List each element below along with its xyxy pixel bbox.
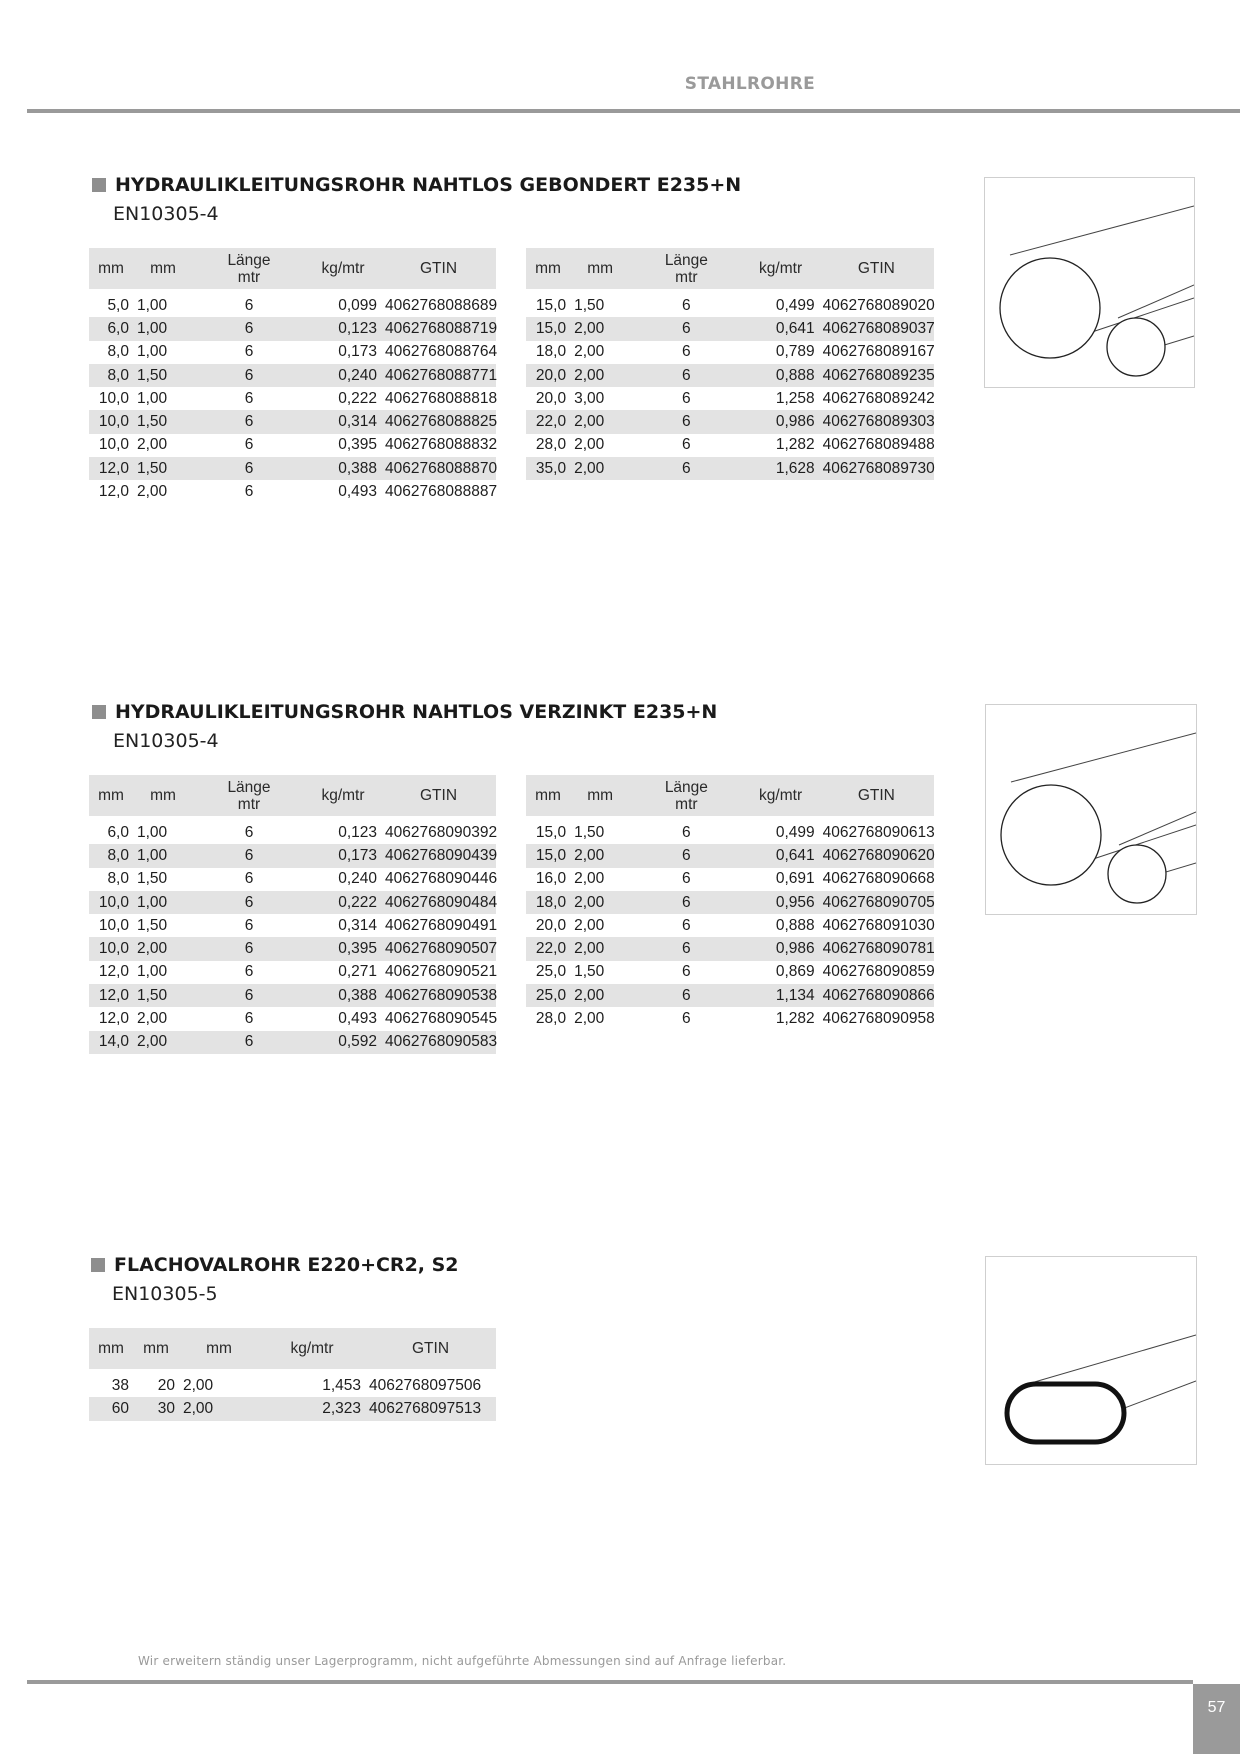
table-cell: 4062768090668 — [822, 870, 935, 888]
table-cell: 4062768090521 — [385, 963, 498, 981]
square-bullet-icon — [91, 1258, 105, 1272]
table-cell: 1,258 — [775, 389, 815, 407]
table-header-row — [89, 1328, 496, 1369]
table-cell: 0,888 — [775, 916, 815, 934]
table-cell: 4062768091030 — [822, 916, 935, 934]
table-cell: 0,222 — [338, 389, 377, 407]
table-row — [89, 961, 496, 984]
table-cell: 30 — [133, 1397, 179, 1420]
table-cell: 0,222 — [305, 891, 381, 914]
column-header: mm — [526, 775, 570, 816]
table-cell: 4062768090613 — [822, 823, 935, 841]
table-row — [526, 341, 934, 364]
table-cell: 4062768097513 — [365, 1397, 496, 1420]
column-header: GTIN — [381, 775, 496, 816]
section-2-table-left — [89, 775, 496, 1054]
table-cell: 0,240 — [338, 870, 377, 888]
table-cell: 4062768088719 — [381, 317, 496, 340]
table-cell: 0,499 — [775, 823, 815, 841]
table-cell: 10,0 — [98, 389, 129, 407]
table-cell: 1,50 — [133, 364, 193, 387]
table-cell: 6 — [193, 891, 305, 914]
page-number: 57 — [1193, 1684, 1240, 1754]
column-header: kg/mtr — [305, 248, 381, 289]
table-header-row — [89, 248, 496, 289]
table-cell: 12,0 — [98, 963, 129, 981]
table-row — [526, 961, 934, 984]
table-row — [89, 1397, 496, 1420]
table-cell: 0,499 — [775, 296, 815, 314]
table-cell: 25,0 — [526, 984, 570, 1007]
section-1-standard: EN10305-4 — [113, 203, 219, 225]
section-2-title-text: HYDRAULIKLEITUNGSROHR NAHTLOS VERZINKT E235+N — [115, 701, 718, 723]
table-cell: 15,0 — [526, 844, 570, 867]
table-cell: 12,0 — [98, 1010, 129, 1028]
table-cell: 4062768090866 — [819, 984, 934, 1007]
column-header: mm — [570, 775, 630, 816]
table-row — [526, 868, 934, 891]
table-cell: 12,0 — [89, 457, 133, 480]
table-cell: 4062768090439 — [381, 844, 496, 867]
section-3-standard: EN10305-5 — [112, 1283, 218, 1305]
table-cell: 6 — [244, 343, 254, 361]
table-cell: 35,0 — [526, 457, 570, 480]
table-cell: 0,789 — [775, 343, 815, 361]
table-row — [526, 914, 934, 937]
table-row — [526, 289, 934, 317]
table-cell: 12,0 — [89, 984, 133, 1007]
round-tube-illustration — [985, 704, 1197, 915]
table-row — [89, 914, 496, 937]
table-cell: 4062768088887 — [385, 483, 498, 501]
table-cell: 4062768097506 — [369, 1376, 482, 1394]
table-cell: 15,0 — [535, 296, 567, 314]
table-cell: 6 — [682, 389, 691, 407]
section-3-title — [91, 1254, 459, 1276]
table-cell: 6 — [682, 296, 691, 314]
table-row — [89, 457, 496, 480]
table-cell: 10,0 — [89, 891, 133, 914]
table-row — [526, 457, 934, 480]
table-cell: 4062768090484 — [381, 891, 496, 914]
table-cell: 4062768089488 — [822, 436, 935, 454]
table-cell: 6 — [682, 963, 691, 981]
table-cell: 6 — [630, 891, 742, 914]
table-cell: 28,0 — [535, 1010, 567, 1028]
table-cell: 2,00 — [570, 364, 630, 387]
square-bullet-icon — [92, 178, 106, 192]
table-cell: 6 — [682, 1010, 691, 1028]
table-cell: 2,00 — [574, 1010, 605, 1028]
table-cell: 18,0 — [535, 343, 567, 361]
column-header: GTIN — [819, 248, 934, 289]
table-cell: 4062768090491 — [385, 916, 498, 934]
table-cell: 38 — [111, 1376, 129, 1394]
table-row — [89, 341, 496, 364]
table-cell: 6 — [244, 963, 254, 981]
table-cell: 0,314 — [338, 916, 377, 934]
table-header-row — [526, 775, 934, 816]
table-cell: 1,00 — [137, 963, 168, 981]
page-header-title: STAHLROHRE — [684, 74, 815, 94]
table-cell: 15,0 — [535, 823, 567, 841]
table-cell: 0,388 — [305, 984, 381, 1007]
table-cell: 0,986 — [743, 410, 819, 433]
table-row — [526, 387, 934, 410]
column-header: GTIN — [381, 248, 496, 289]
table-cell: 0,691 — [775, 870, 815, 888]
table-cell: 0,099 — [338, 296, 377, 314]
column-header: kg/mtr — [259, 1328, 365, 1369]
table-cell: 20,0 — [535, 916, 567, 934]
table-cell: 0,395 — [305, 937, 381, 960]
table-row — [89, 868, 496, 891]
table-cell: 6 — [193, 984, 305, 1007]
table-cell: 20,0 — [535, 389, 567, 407]
table-cell: 0,395 — [338, 436, 377, 454]
table-cell: 2,00 — [570, 937, 630, 960]
table-cell: 1,00 — [137, 389, 168, 407]
table-row — [89, 1369, 496, 1397]
table-cell: 4062768090545 — [385, 1010, 498, 1028]
table-cell: 6 — [630, 844, 742, 867]
table-header-row — [89, 775, 496, 816]
table-cell: 6 — [193, 844, 305, 867]
table-cell: 2,00 — [574, 916, 605, 934]
table-cell: 5,0 — [107, 296, 129, 314]
table-cell: 4062768088825 — [381, 410, 496, 433]
table-cell: 4062768088818 — [385, 389, 498, 407]
table-cell: 4062768088870 — [381, 457, 496, 480]
footer-note: Wir erweitern ständig unser Lagerprogramm, nicht aufgeführte Abmessungen sind auf Anfrage lieferbar. — [138, 1654, 787, 1668]
column-header: mm — [570, 248, 630, 289]
table-cell: 0,271 — [338, 963, 377, 981]
table-cell: 1,50 — [133, 457, 193, 480]
table-cell: 4062768090538 — [381, 984, 496, 1007]
table-cell: 4062768088832 — [385, 436, 498, 454]
column-header: kg/mtr — [743, 775, 819, 816]
table-row — [89, 289, 496, 317]
column-header: mm — [89, 775, 133, 816]
table-cell: 1,282 — [775, 436, 815, 454]
table-cell: 3,00 — [574, 389, 605, 407]
section-1-title — [92, 174, 741, 196]
table-cell: 6 — [244, 916, 254, 934]
table-row — [89, 816, 496, 844]
table-cell: 1,50 — [574, 963, 605, 981]
table-cell: 1,50 — [137, 870, 168, 888]
table-cell: 4062768088689 — [385, 296, 498, 314]
table-cell: 6,0 — [107, 823, 129, 841]
table-cell: 1,50 — [574, 823, 605, 841]
table-cell: 0,641 — [743, 844, 819, 867]
table-cell: 2,323 — [259, 1397, 365, 1420]
table-cell: 2,00 — [137, 436, 168, 454]
table-cell: 1,628 — [743, 457, 819, 480]
table-row — [526, 816, 934, 844]
square-bullet-icon — [92, 705, 106, 719]
table-cell: 8,0 — [107, 870, 129, 888]
table-cell: 22,0 — [526, 937, 570, 960]
section-1-title-text: HYDRAULIKLEITUNGSROHR NAHTLOS GEBONDERT E235+N — [115, 174, 742, 196]
section-3-table — [89, 1328, 496, 1421]
table-cell: 2,00 — [574, 436, 605, 454]
table-cell: 18,0 — [526, 891, 570, 914]
table-row — [526, 1007, 934, 1030]
table-cell: 6 — [682, 916, 691, 934]
section-1-table-left — [89, 248, 496, 504]
table-cell: 12,0 — [98, 483, 129, 501]
column-header: kg/mtr — [743, 248, 819, 289]
table-cell: 4062768089037 — [819, 317, 934, 340]
table-cell: 6 — [682, 870, 691, 888]
column-header: mm — [89, 1328, 133, 1369]
table-cell: 2,00 — [137, 483, 168, 501]
table-cell: 4062768090446 — [385, 870, 498, 888]
table-cell: 1,50 — [137, 916, 168, 934]
table-cell: 1,00 — [137, 296, 168, 314]
table-cell: 0,592 — [305, 1031, 381, 1054]
table-row — [89, 1007, 496, 1030]
table-cell: 6 — [682, 823, 691, 841]
table-cell: 10,0 — [98, 436, 129, 454]
table-row — [526, 410, 934, 433]
table-cell: 4062768090392 — [385, 823, 498, 841]
table-cell: 15,0 — [526, 317, 570, 340]
table-cell: 4062768090583 — [381, 1031, 496, 1054]
table-cell: 20,0 — [526, 364, 570, 387]
table-row — [89, 891, 496, 914]
table-cell: 2,00 — [574, 870, 605, 888]
column-header: mm — [89, 248, 133, 289]
table-row — [526, 844, 934, 867]
table-cell: 6 — [630, 457, 742, 480]
table-cell: 6 — [193, 457, 305, 480]
table-cell: 0,240 — [305, 364, 381, 387]
table-cell: 6 — [630, 317, 742, 340]
table-cell: 28,0 — [535, 436, 567, 454]
table-cell: 4062768089235 — [819, 364, 934, 387]
table-cell: 2,00 — [570, 457, 630, 480]
table-cell: 2,00 — [570, 891, 630, 914]
table-row — [526, 434, 934, 457]
column-header: mm — [133, 248, 193, 289]
table-cell: 0,173 — [338, 343, 377, 361]
table-cell: 8,0 — [89, 844, 133, 867]
table-cell: 2,00 — [137, 1010, 168, 1028]
table-row — [89, 1031, 496, 1054]
table-row — [89, 364, 496, 387]
table-cell: 10,0 — [89, 937, 133, 960]
table-cell: 6 — [193, 364, 305, 387]
table-cell: 0,869 — [775, 963, 815, 981]
column-header: kg/mtr — [305, 775, 381, 816]
table-cell: 2,00 — [570, 984, 630, 1007]
section-2-table-right — [526, 775, 934, 1031]
table-cell: 14,0 — [89, 1031, 133, 1054]
table-cell: 4062768090620 — [819, 844, 934, 867]
table-cell: 2,00 — [179, 1397, 259, 1420]
table-cell: 2,00 — [570, 317, 630, 340]
table-cell: 2,00 — [570, 844, 630, 867]
section-3-title-text: FLACHOVALROHR E220+CR2, S2 — [114, 1254, 459, 1276]
table-row — [526, 891, 934, 914]
table-cell: 20 — [157, 1376, 175, 1394]
table-cell: 1,282 — [775, 1010, 815, 1028]
table-cell: 1,50 — [133, 984, 193, 1007]
column-header: mm — [179, 1328, 259, 1369]
table-cell: 8,0 — [107, 343, 129, 361]
table-row — [89, 317, 496, 340]
table-cell: 6 — [193, 317, 305, 340]
table-cell: 2,00 — [133, 937, 193, 960]
table-cell: 1,453 — [322, 1376, 361, 1394]
section-2-title — [92, 701, 717, 723]
table-cell: 6 — [244, 389, 254, 407]
table-cell: 4062768090781 — [819, 937, 934, 960]
table-cell: 0,956 — [743, 891, 819, 914]
table-cell: 2,00 — [574, 343, 605, 361]
footer-divider — [27, 1680, 1193, 1684]
table-cell: 6 — [244, 870, 254, 888]
table-cell: 1,00 — [133, 891, 193, 914]
table-cell: 25,0 — [535, 963, 567, 981]
table-cell: 0,123 — [305, 317, 381, 340]
table-cell: 4062768089303 — [819, 410, 934, 433]
column-header: Länge mtr — [630, 775, 742, 816]
section-1-table-right — [526, 248, 934, 480]
table-cell: 0,986 — [743, 937, 819, 960]
table-cell: 4062768090705 — [819, 891, 934, 914]
table-cell: 0,314 — [305, 410, 381, 433]
table-cell: 60 — [89, 1397, 133, 1420]
section-2-standard: EN10305-4 — [113, 730, 219, 752]
table-cell: 6,0 — [89, 317, 133, 340]
table-cell: 1,50 — [133, 410, 193, 433]
table-row — [89, 410, 496, 433]
table-cell: 16,0 — [535, 870, 567, 888]
table-cell: 6 — [244, 823, 254, 841]
table-cell: 1,50 — [574, 296, 605, 314]
table-cell: 6 — [630, 937, 742, 960]
table-row — [89, 844, 496, 867]
table-cell: 6 — [630, 410, 742, 433]
column-header: GTIN — [819, 775, 934, 816]
table-cell: 6 — [244, 1010, 254, 1028]
table-cell: 6 — [630, 364, 742, 387]
table-row — [89, 387, 496, 410]
table-cell: 22,0 — [526, 410, 570, 433]
flat-oval-tube-illustration — [985, 1256, 1197, 1465]
table-cell: 4062768089730 — [819, 457, 934, 480]
table-cell: 1,134 — [743, 984, 819, 1007]
table-cell: 4062768089167 — [822, 343, 935, 361]
table-row — [526, 364, 934, 387]
table-row — [89, 984, 496, 1007]
table-cell: 4062768089242 — [822, 389, 935, 407]
table-cell: 2,00 — [183, 1376, 214, 1394]
table-cell: 10,0 — [89, 410, 133, 433]
table-cell: 10,0 — [98, 916, 129, 934]
column-header: Länge mtr — [193, 775, 305, 816]
table-cell: 0,388 — [305, 457, 381, 480]
column-header: GTIN — [365, 1328, 496, 1369]
table-row — [89, 480, 496, 503]
table-row — [89, 937, 496, 960]
table-cell: 6 — [193, 410, 305, 433]
table-cell: 0,123 — [338, 823, 377, 841]
table-row — [89, 434, 496, 457]
column-header: mm — [133, 1328, 179, 1369]
table-cell: 6 — [682, 436, 691, 454]
table-cell: 4062768088764 — [385, 343, 498, 361]
table-cell: 6 — [244, 436, 254, 454]
table-cell: 4062768088771 — [381, 364, 496, 387]
table-cell: 1,00 — [137, 823, 168, 841]
round-tube-illustration — [984, 177, 1195, 388]
table-cell: 6 — [682, 343, 691, 361]
table-cell: 2,00 — [133, 1031, 193, 1054]
table-row — [526, 937, 934, 960]
table-row — [526, 984, 934, 1007]
table-cell: 1,00 — [137, 343, 168, 361]
header-divider — [27, 109, 1240, 113]
column-header: Länge mtr — [193, 248, 305, 289]
table-cell: 0,493 — [338, 1010, 377, 1028]
column-header: Länge mtr — [630, 248, 742, 289]
table-cell: 4062768090859 — [822, 963, 935, 981]
table-cell: 4062768090507 — [381, 937, 496, 960]
table-cell: 6 — [193, 1031, 305, 1054]
table-cell: 6 — [244, 296, 254, 314]
table-header-row — [526, 248, 934, 289]
table-cell: 1,00 — [133, 844, 193, 867]
table-cell: 4062768089020 — [822, 296, 935, 314]
table-cell: 4062768090958 — [822, 1010, 935, 1028]
table-cell: 0,641 — [743, 317, 819, 340]
table-cell: 6 — [630, 984, 742, 1007]
table-cell: 0,173 — [305, 844, 381, 867]
column-header: mm — [133, 775, 193, 816]
table-cell: 6 — [193, 937, 305, 960]
table-cell: 6 — [244, 483, 254, 501]
table-cell: 0,888 — [743, 364, 819, 387]
table-cell: 1,00 — [133, 317, 193, 340]
column-header: mm — [526, 248, 570, 289]
table-cell: 0,493 — [338, 483, 377, 501]
table-row — [526, 317, 934, 340]
table-cell: 2,00 — [570, 410, 630, 433]
table-cell: 8,0 — [89, 364, 133, 387]
